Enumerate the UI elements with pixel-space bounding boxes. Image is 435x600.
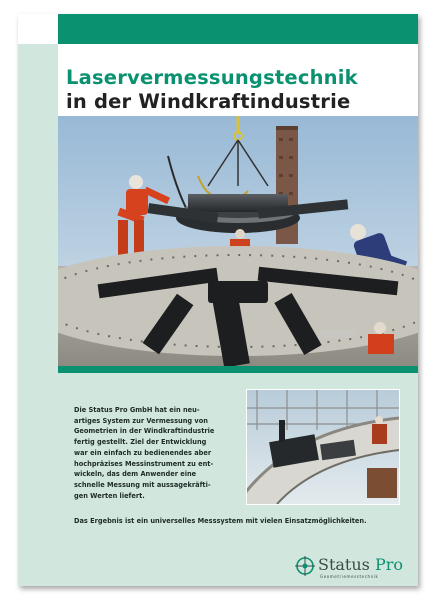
body-text [74,405,244,501]
conclusion-text: Das Ergebnis ist ein universelles Messsystem mit vielen Einsatzmöglichkeiten. [74,517,367,525]
body-line: Geometrien in der Windkraftindustrie [74,427,215,436]
left-column [18,44,58,586]
logo-mark-icon [294,555,316,577]
logo-tagline: Geometriemesstechnik [320,574,379,579]
body-line: wickeln, das dem Anwender eine [74,470,197,479]
brochure-page [18,14,418,586]
body-line: Die Status Pro GmbH hat ein neu- [74,406,200,414]
status-pro-logo [294,553,412,581]
logo-wordmark [318,555,403,574]
logo-word-status: Status [318,555,370,574]
bottom-section [58,373,418,586]
title-line-2: in der Windkraftindustrie [66,90,351,113]
top-band [18,14,418,44]
body-line: schnelle Messung mit aussagekräfti- [74,480,211,489]
title-area [58,44,418,116]
body-line: war ein einfach zu bedienendes aber [74,448,212,457]
body-line: artiges System zur Vermessung von [74,416,208,425]
body-line: fertig gestellt. Ziel der Entwicklung [74,438,207,447]
green-stripe [58,366,418,373]
logo-word-pro: Pro [374,555,404,574]
top-band-green [58,14,418,44]
title-line-1: Laservermessungstechnik [66,66,358,89]
body-line: hochpräzises Messinstrument zu ent- [74,459,214,468]
body-line: gen Werten liefert. [74,491,145,500]
small-photo [246,389,400,505]
top-band-corner [18,14,58,44]
main-photo [58,116,418,366]
